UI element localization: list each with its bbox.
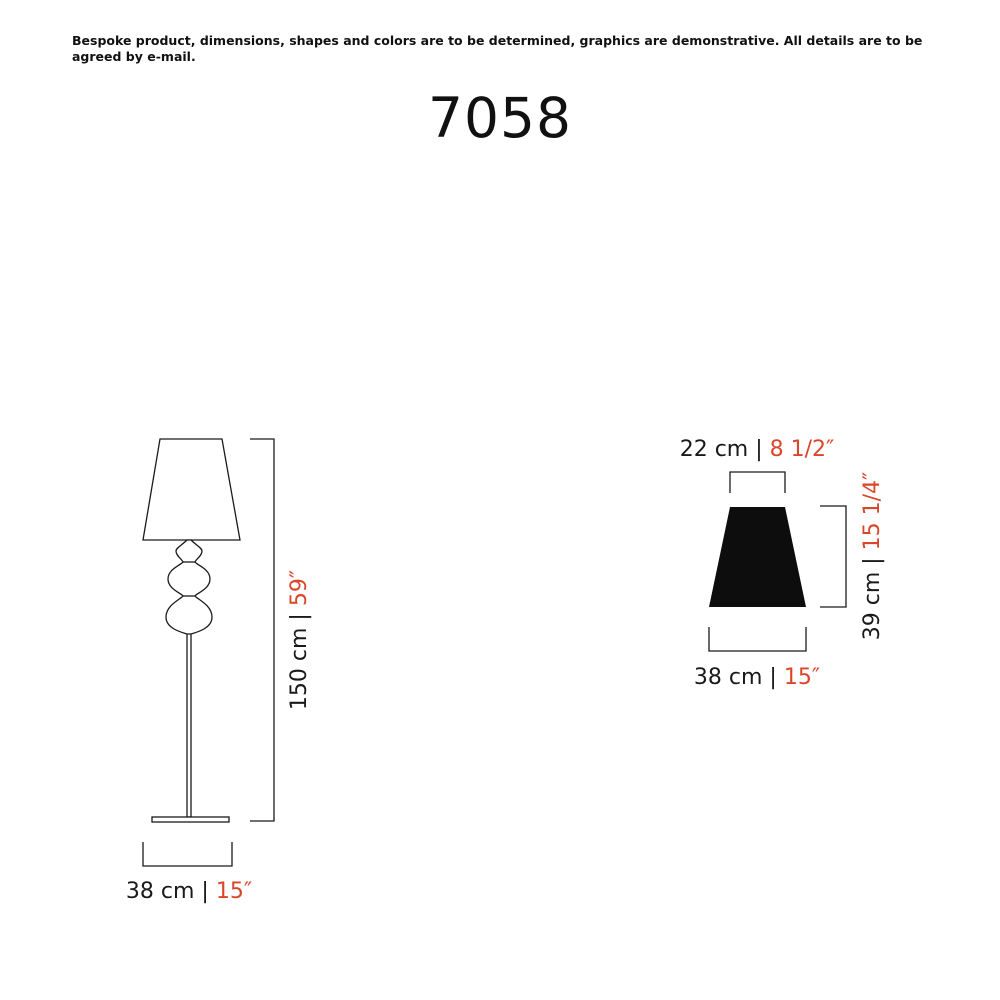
shade-height-bracket xyxy=(820,506,846,607)
shade-top-width-bracket xyxy=(730,472,785,493)
lamp-height-label: 150 cm | 59″ xyxy=(287,569,312,711)
lamp-shade-outline xyxy=(143,439,240,540)
disclaimer-text: Bespoke product, dimensions, shapes and colors are to be determined, graphics are demonstrative. All details are to be agreed by e-mail. xyxy=(72,33,923,64)
shade-bottom-width-label: 38 cm | 15″ xyxy=(693,665,821,690)
shade-bottom-width-bracket xyxy=(709,627,806,651)
lamp-base-outline xyxy=(152,817,229,822)
lamp-stem-outline xyxy=(187,634,191,817)
lamp-height-bracket xyxy=(250,439,274,821)
lamp-width-label: 38 cm | 15″ xyxy=(125,879,253,904)
shade-top-width-label: 22 cm | 8 1/2″ xyxy=(679,437,835,462)
model-code-title: 7058 xyxy=(428,86,572,150)
floor-lamp-outline xyxy=(143,439,240,822)
shade-height-label: 39 cm | 15 1/4″ xyxy=(860,471,885,641)
shade-silhouette xyxy=(709,507,806,607)
lamp-ornament-outline xyxy=(166,540,212,634)
lamp-width-bracket xyxy=(143,842,232,866)
